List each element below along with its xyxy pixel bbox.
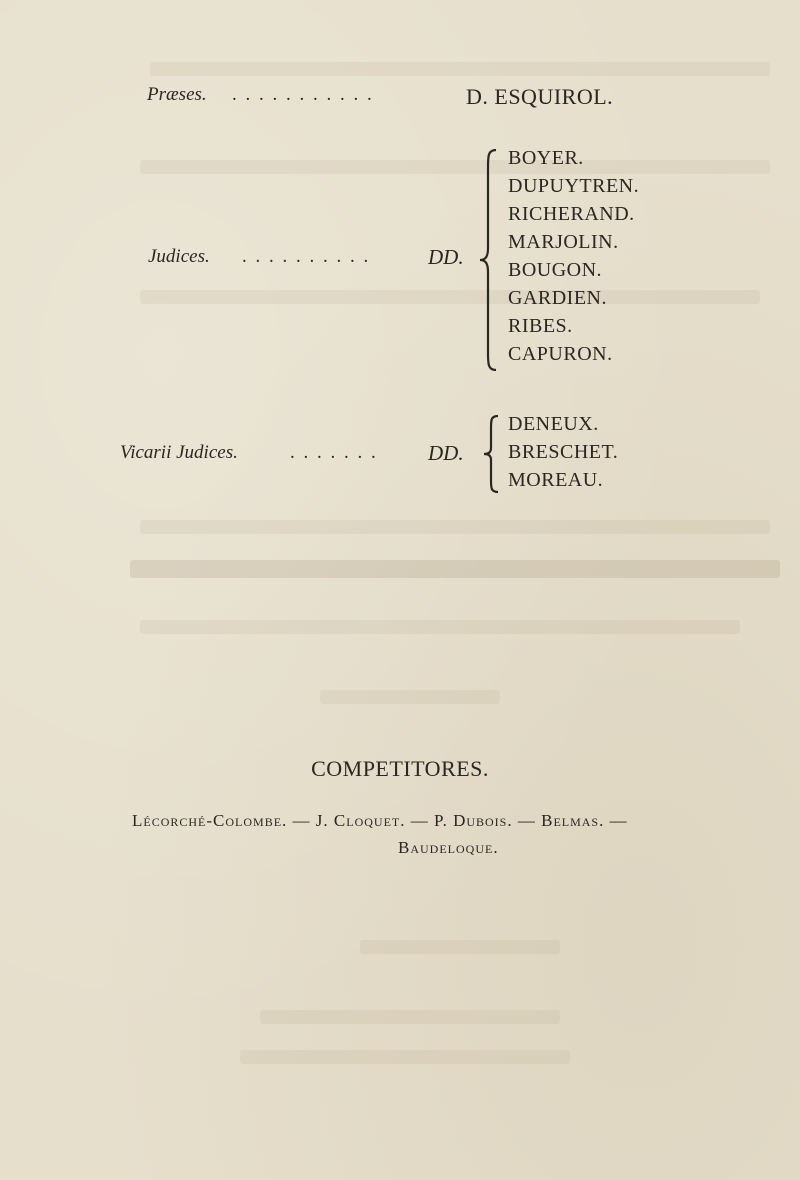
vicarii-dots: . . . . . . . [290,442,378,463]
judex-name: MARJOLIN. [508,231,619,253]
vicarius-name: BRESCHET. [508,441,619,463]
bleed-through-line [360,940,560,954]
bleed-through-line [260,1010,560,1024]
vicarii-brace [482,414,502,494]
vicarii-dd: DD. [428,441,464,465]
praeses-name: D. ESQUIROL. [466,84,614,109]
page-fold-shadow [130,560,780,578]
competitores-heading: COMPETITORES. [311,756,489,781]
bleed-through-line [140,290,760,304]
judices-dd: DD. [428,245,464,269]
bleed-through-line [150,62,770,76]
judices-dots: . . . . . . . . . . [242,246,371,267]
praeses-label: Præses. [147,84,207,105]
judex-name: RIBES. [508,315,573,337]
vicarius-name: MOREAU. [508,469,604,491]
praeses-dots: . . . . . . . . . . . [232,84,374,105]
vicarii-label: Vicarii Judices. [120,442,238,463]
judex-name: BOUGON. [508,259,603,281]
judices-brace [478,148,502,372]
bleed-through-line [240,1050,570,1064]
vicarius-name: DENEUX. [508,413,599,435]
judex-name: CAPURON. [508,343,613,365]
judex-name: RICHERAND. [508,203,635,225]
competitores-line: Baudeloque. [398,838,499,857]
bleed-through-line [140,160,770,174]
judices-label: Judices. [148,246,210,267]
bleed-through-line [140,520,770,534]
bleed-through-line [140,620,740,634]
judex-name: DUPUYTREN. [508,175,640,197]
judex-name: GARDIEN. [508,287,607,309]
bleed-through-line [320,690,500,704]
judex-name: BOYER. [508,147,584,169]
competitores-line: Lécorché-Colombe. — J. Cloquet. — P. Dubois. — Belmas. — [132,811,628,830]
